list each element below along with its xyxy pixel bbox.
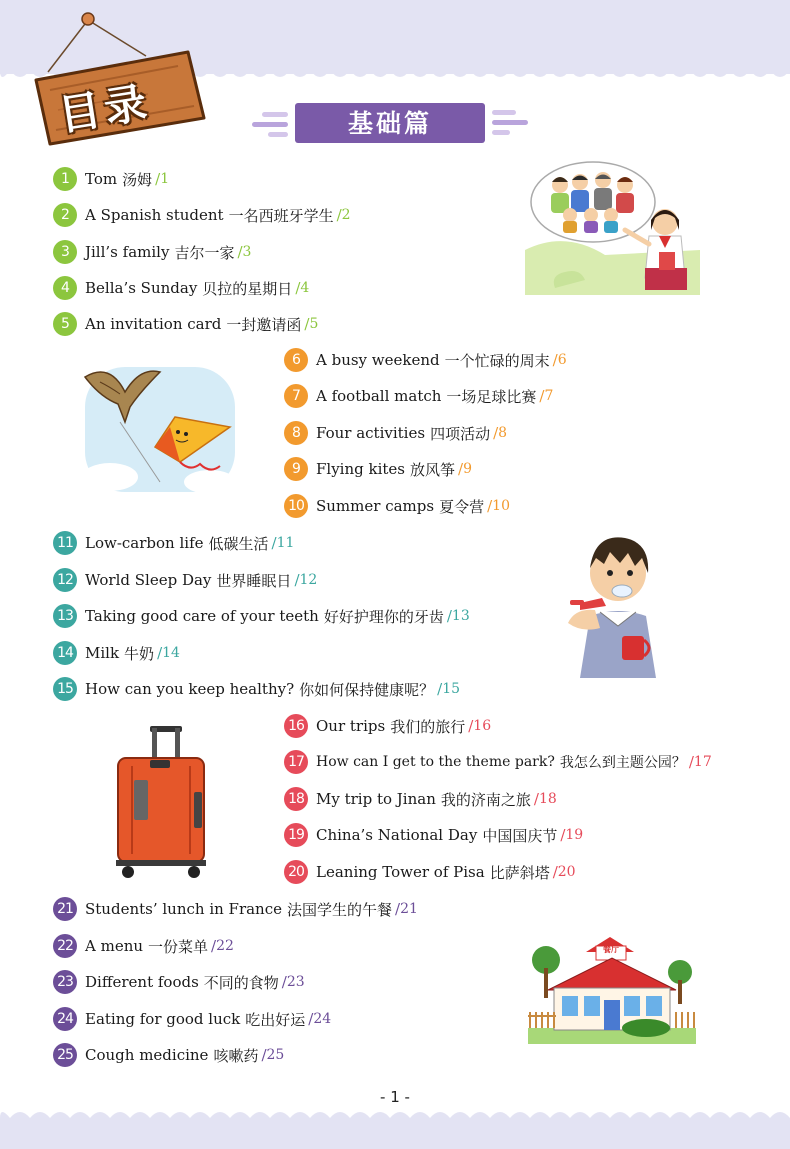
toc-entry-14[interactable] [53,640,180,666]
entry-page: 4 [300,280,310,296]
entry-title-en: Tom [85,170,118,188]
entry-title-en: Eating for good luck [85,1010,241,1028]
entry-page: 16 [473,718,492,734]
entry-page: 24 [313,1011,332,1027]
entry-page: 8 [498,425,508,441]
entry-title-en: A Spanish student [85,206,224,224]
entry-title-zh: 四项活动 [430,424,491,443]
toc-entry-3[interactable] [53,239,251,265]
entry-title-zh: 不同的食物 [203,973,279,992]
entry-title-en: World Sleep Day [85,571,212,589]
entry-page: 2 [341,207,351,223]
page-separator: / [395,900,401,918]
toc-entry-16[interactable] [284,713,491,739]
entry-page: 6 [557,352,567,368]
page-separator: / [295,279,301,297]
bottom-decorative-band [0,1118,790,1149]
page-separator: / [271,534,277,552]
toc-entry-15[interactable] [53,676,460,702]
page-title: 目录 [55,77,154,141]
page-separator: / [468,717,474,735]
entry-page: 9 [463,461,472,477]
entry-title-en: Taking good care of your teeth [85,607,319,625]
page-separator: / [493,424,499,442]
entry-number-badge: 22 [53,934,77,958]
entry-title-zh: 我们的旅行 [390,717,466,736]
entry-title-zh: 比萨斜塔 [489,863,550,882]
toc-entry-20[interactable] [284,859,576,885]
toc-entry-8[interactable] [284,420,507,446]
toc-entry-11[interactable] [53,530,294,556]
entry-number-badge: 21 [53,897,77,921]
toc-entry-12[interactable] [53,567,317,593]
toc-entry-2[interactable] [53,202,351,228]
entry-number-badge: 12 [53,568,77,592]
entry-title-en: Milk [85,644,120,662]
kites-illustration-icon [80,362,240,497]
entry-number-badge: 3 [53,240,77,264]
page-separator: / [560,826,566,844]
entry-page: 15 [442,681,461,697]
page-separator: / [281,973,287,991]
page-separator: / [294,571,300,589]
page-separator: / [446,607,452,625]
page-separator: / [539,387,545,405]
entry-title-en: Four activities [316,424,426,442]
toc-entry-21[interactable] [53,896,418,922]
entry-title-zh: 法国学生的午餐 [287,900,393,919]
entry-number-badge: 4 [53,276,77,300]
entry-title-zh: 好好护理你的牙齿 [323,607,444,626]
toc-entry-13[interactable] [53,603,470,629]
page-separator: / [437,680,443,698]
entry-number-badge: 13 [53,604,77,628]
entry-number-badge: 16 [284,714,308,738]
entry-title-en: A menu [85,937,144,955]
entry-title-en: A busy weekend [316,351,440,369]
entry-title-zh: 一封邀请函 [226,315,302,334]
entry-page: 10 [492,498,510,514]
entry-number-badge: 14 [53,641,77,665]
entry-title-zh: 一个忙碌的周末 [444,351,550,370]
page-separator: / [304,315,310,333]
entry-number-badge: 18 [284,787,308,811]
entry-title-zh: 中国国庆节 [482,826,558,845]
page-separator: / [237,243,243,261]
entry-title-en: My trip to Jinan [316,790,436,808]
entry-title-zh: 咳嗽药 [213,1046,259,1065]
page-separator: / [552,863,558,881]
page-separator: / [261,1046,267,1064]
entry-page: 20 [557,864,576,880]
toc-entry-10[interactable] [284,493,510,519]
entry-title-en: China’s National Day [316,826,478,844]
entry-page: 3 [242,244,252,260]
entry-title-zh: 吉尔一家 [174,243,235,262]
toc-entry-9[interactable] [284,456,472,482]
toc-entry-23[interactable] [53,969,305,995]
page-separator: / [458,460,464,478]
entry-title-zh: 我的济南之旅 [440,790,531,809]
entry-title-en: Leaning Tower of Pisa [316,863,485,881]
entry-title-en: Jill’s family [85,243,170,261]
entry-page: 22 [216,938,234,954]
entry-page: 1 [160,171,170,187]
toc-entry-4[interactable] [53,275,309,301]
entry-title-en: A football match [316,387,442,405]
suitcase-illustration-icon [110,722,210,882]
restaurant-sign-label: 餐厅 [603,945,619,954]
entry-title-en: Students’ lunch in France [85,900,282,918]
entry-number-badge: 1 [53,167,77,191]
entry-number-badge: 20 [284,860,308,884]
page-separator: / [487,497,493,515]
entry-title-en: Summer camps [316,497,435,515]
toc-entry-6[interactable] [284,347,567,373]
toc-entry-22[interactable] [53,933,234,959]
entry-title-zh: 我怎么到主题公园？ [559,755,686,771]
entry-page: 23 [286,974,305,990]
entry-page: 14 [162,645,180,661]
toc-entry-25[interactable] [53,1042,284,1068]
entry-title-en: Our trips [316,717,386,735]
entry-page: 12 [299,572,318,588]
toc-entry-17[interactable] [284,749,712,775]
entry-number-badge: 19 [284,823,308,847]
entry-title-en: How can I get to the theme park? [316,754,555,770]
page-separator: / [308,1010,314,1028]
entry-number-badge: 15 [53,677,77,701]
toc-entry-19[interactable] [284,822,583,848]
entry-title-en: An invitation card [85,315,222,333]
entry-number-badge: 9 [284,457,308,481]
boy-brushing-teeth-illustration-icon [560,528,665,678]
entry-number-badge: 24 [53,1007,77,1031]
entry-title-zh: 你如何保持健康呢？ [299,680,435,699]
page-separator: / [155,170,161,188]
page-separator: / [533,790,539,808]
entry-title-en: Bella’s Sunday [85,279,198,297]
entry-page: 21 [400,901,418,917]
entry-title-zh: 牛奶 [124,644,155,663]
family-presentation-illustration-icon [525,160,700,295]
entry-number-badge: 23 [53,970,77,994]
page-separator: / [157,644,163,662]
entry-title-zh: 一场足球比赛 [446,387,537,406]
entry-number-badge: 17 [284,750,308,774]
entry-number-badge: 6 [284,348,308,372]
page-separator: / [552,351,558,369]
entry-title-zh: 汤姆 [122,170,153,189]
entry-number-badge: 11 [53,531,77,555]
entry-title-zh: 低碳生活 [208,534,269,553]
entry-title-zh: 一名西班牙学生 [228,206,334,225]
section-title: 基础篇 [347,109,432,138]
entry-page: 7 [544,388,554,404]
entry-page: 5 [309,316,319,332]
entry-number-badge: 2 [53,203,77,227]
entry-title-zh: 一份菜单 [148,937,209,956]
entry-number-badge: 7 [284,384,308,408]
entry-page: 19 [565,827,584,843]
entry-title-en: Different foods [85,973,199,991]
toc-entry-18[interactable] [284,786,557,812]
entry-number-badge: 8 [284,421,308,445]
page-number: - 1 - [380,1088,410,1106]
entry-title-zh: 贝拉的星期日 [202,279,293,298]
entry-title-en: Flying kites [316,460,405,478]
entry-title-en: Cough medicine [85,1046,209,1064]
entry-page: 11 [276,535,295,551]
entry-title-zh: 吃出好运 [245,1010,306,1029]
entry-page: 13 [451,608,470,624]
entry-title-zh: 夏令营 [439,497,485,516]
toc-entry-5[interactable] [53,311,318,337]
page-separator: / [336,206,342,224]
entry-number-badge: 5 [53,312,77,336]
entry-number-badge: 25 [53,1043,77,1067]
toc-entry-1[interactable] [53,166,169,192]
entry-page: 18 [538,791,557,807]
page-separator: / [688,753,694,771]
entry-title-en: Low-carbon life [85,534,204,552]
entry-title-zh: 放风筝 [410,460,456,479]
page-separator: / [211,937,217,955]
toc-entry-7[interactable] [284,383,553,409]
toc-entry-24[interactable] [53,1006,331,1032]
entry-page: 25 [266,1047,285,1063]
entry-page: 17 [693,754,712,770]
entry-number-badge: 10 [284,494,308,518]
entry-title-en: How can you keep healthy? [85,680,295,698]
entry-title-zh: 世界睡眠日 [216,571,292,590]
